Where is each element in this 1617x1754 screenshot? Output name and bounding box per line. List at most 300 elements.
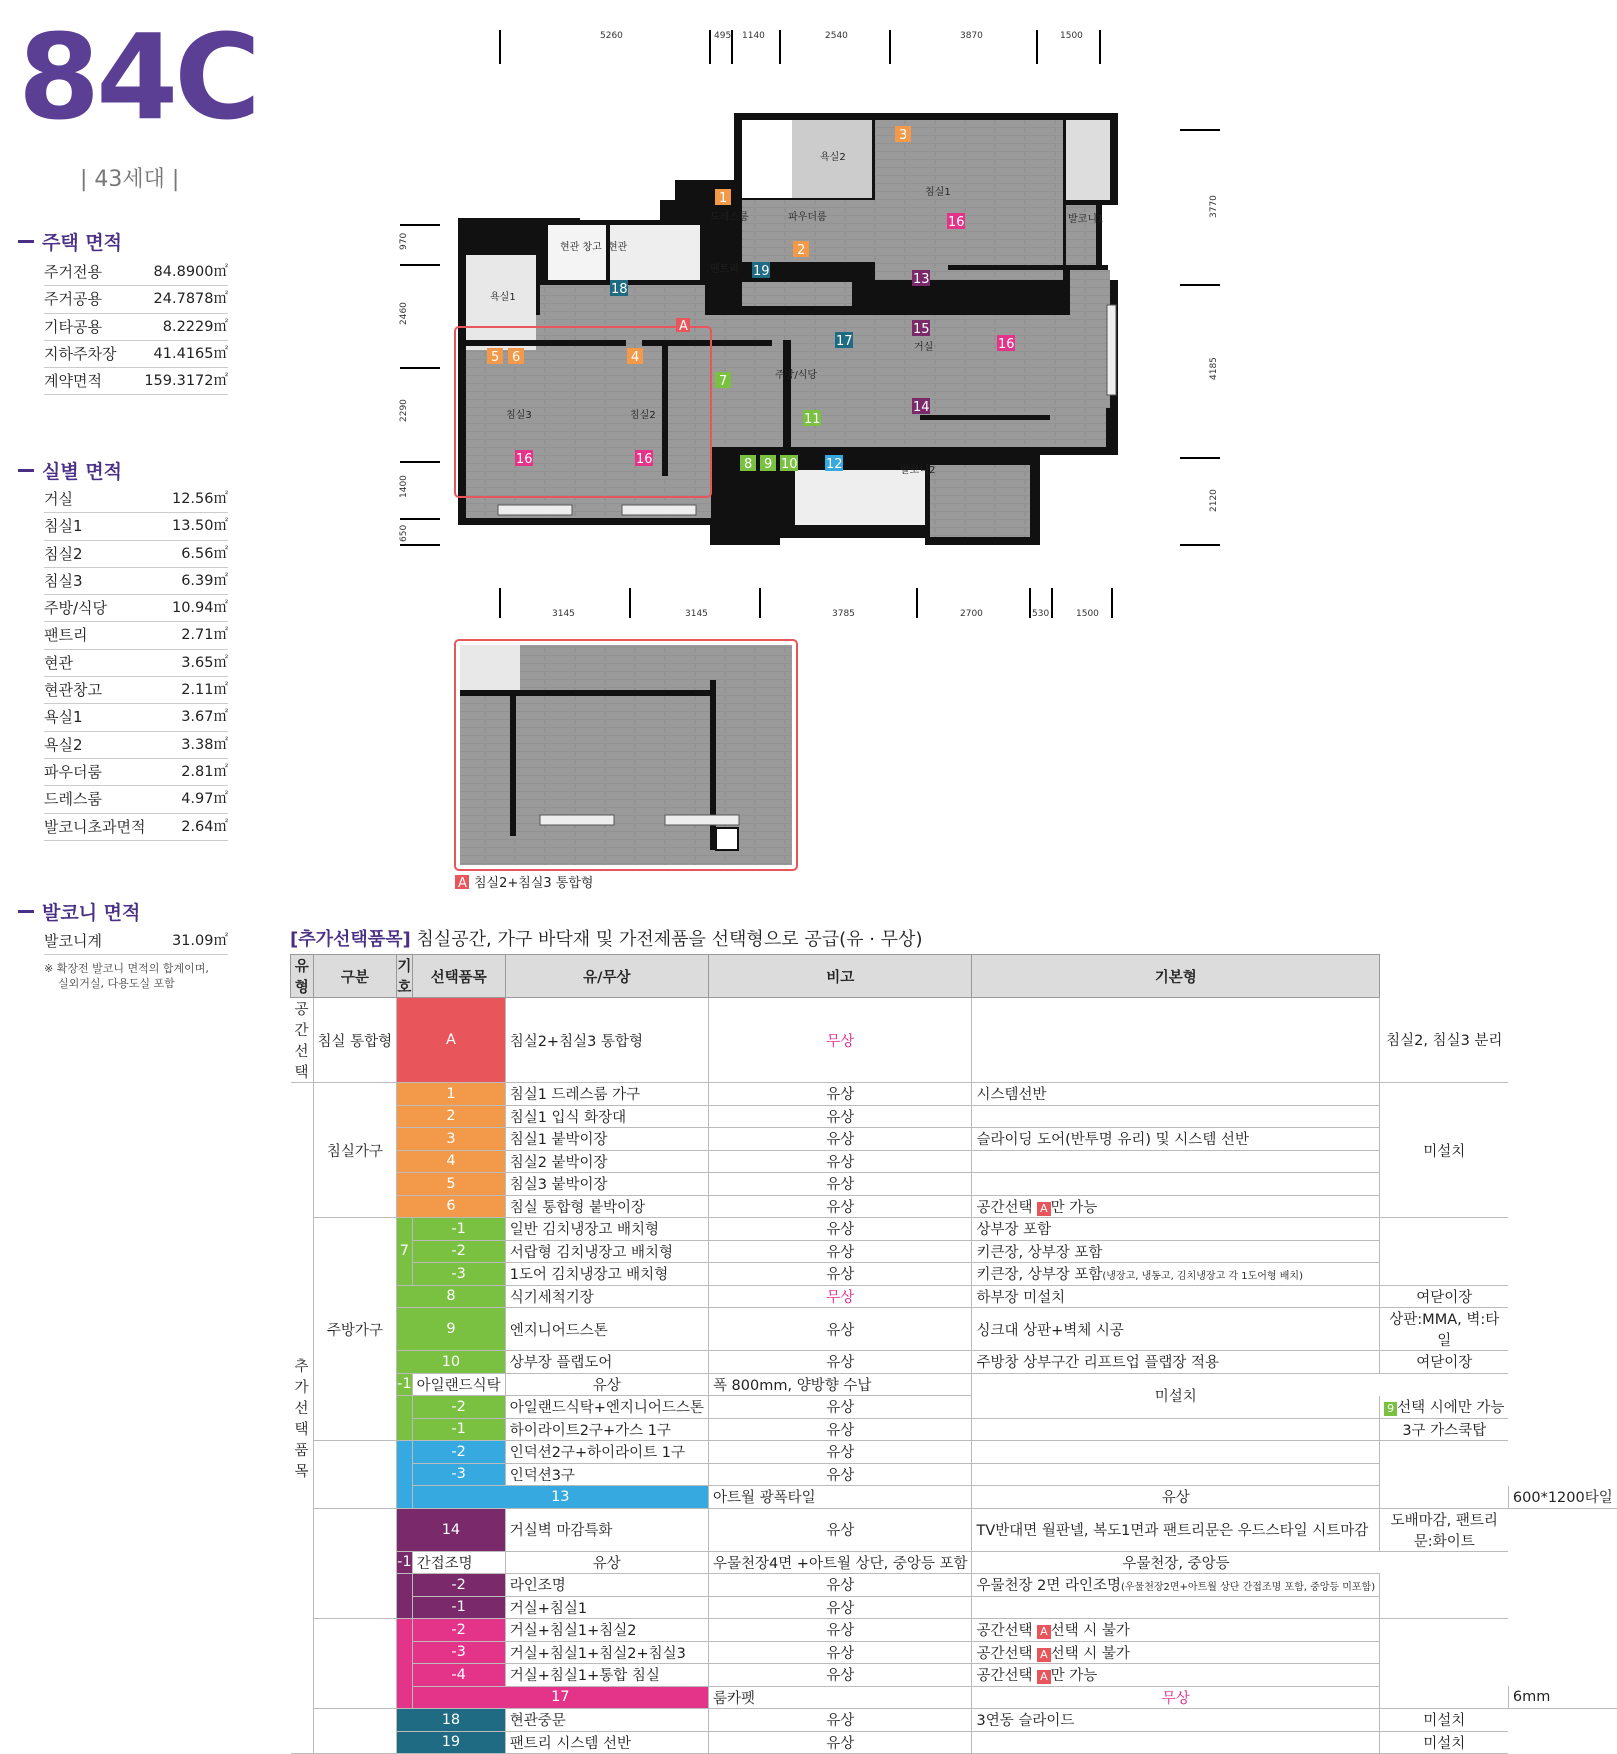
option-note-cell: 싱크대 상판+벽체 시공	[972, 1308, 1380, 1351]
option-code-cell: 10	[397, 1351, 506, 1374]
room-area-row	[44, 814, 228, 841]
option-item-cell: 거실벽 마감특화	[505, 1508, 708, 1551]
option-pay-cell: 유상	[708, 1128, 972, 1151]
house-area-row	[44, 314, 228, 341]
option-note-cell: 상부장 포함	[972, 1218, 1380, 1241]
option-pay-cell: 유상	[708, 1218, 972, 1241]
dim-top-2: 495	[714, 31, 732, 41]
option-pay-cell: 무상	[708, 998, 972, 1083]
option-item-cell: 팬트리 시스템 선반	[505, 1731, 708, 1754]
option-pay-cell: 유상	[708, 1709, 972, 1732]
option-item-cell: 인덕션2구+하이라이트 1구	[505, 1441, 708, 1464]
room-area-value: 10.94㎡	[171, 600, 228, 617]
dim-left-5: 650	[399, 524, 409, 542]
room-area-label: 파우더룸	[44, 762, 102, 781]
option-base-cell: 침실2, 침실3 분리	[1380, 998, 1509, 1083]
options-row	[291, 1441, 1617, 1464]
option-code-cell: 17	[412, 1686, 708, 1709]
option-note-cell: 주방창 상부구간 리프트업 플랩장 적용	[972, 1351, 1380, 1374]
room-bed3: 침실3	[506, 410, 532, 421]
option-code-cell: 4	[397, 1150, 506, 1173]
options-title-text: 침실공간, 가구 바닥재 및 가전제품을 선택형으로 공급(유 · 무상)	[410, 929, 923, 950]
option-category-cell: 주방가구	[313, 1218, 397, 1441]
option-note-cell: 공간선택 A 선택 시 불가	[972, 1641, 1380, 1664]
option-note-cell: 시스템선반	[972, 1083, 1380, 1106]
options-row	[291, 1218, 1617, 1241]
option-code-cell: A	[397, 998, 506, 1083]
balcony-note-line2: 실외거실, 다용도실 포함	[58, 977, 175, 990]
option-base-cell	[1380, 1218, 1509, 1286]
option-code-cell	[397, 1574, 412, 1619]
option-note-cell: 3연동 슬라이드	[972, 1709, 1380, 1732]
options-header-cell: 구분	[313, 955, 397, 998]
room-area-label: 팬트리	[44, 626, 88, 645]
option-base-cell: 도배마감, 팬트리문:화이트	[1380, 1508, 1509, 1551]
option-note-cell	[972, 1441, 1380, 1464]
room-bath1: 욕실1	[490, 292, 516, 303]
svg-text:2: 2	[797, 243, 806, 258]
svg-text:17: 17	[836, 334, 853, 349]
option-note-cell: 공간선택 A 만 가능	[972, 1664, 1380, 1687]
option-item-cell: 라인조명	[505, 1574, 708, 1597]
house-area-label: 주거전용	[44, 263, 102, 281]
dim-bottom	[500, 588, 1112, 619]
option-subcode-cell: -2	[412, 1396, 505, 1419]
option-code-cell: 8	[397, 1285, 506, 1308]
option-pay-cell: 유상	[708, 1574, 972, 1597]
option-pay-cell: 무상	[708, 1285, 972, 1308]
option-category-cell	[313, 1441, 397, 1509]
room-area-label: 거실	[44, 490, 73, 508]
option-category-cell	[313, 1709, 397, 1754]
option-note-cell: 키큰장, 상부장 포함(냉장고, 냉동고, 김치냉장고 각 1도어형 배치)	[972, 1263, 1380, 1286]
floor-plan	[380, 0, 1240, 960]
option-item-cell: 침실 통합형 붙박이장	[505, 1195, 708, 1218]
option-code-cell: 5	[397, 1173, 506, 1196]
room-area-title: 실별 면적	[18, 457, 122, 484]
svg-text:18: 18	[611, 282, 628, 297]
svg-text:12: 12	[826, 457, 843, 472]
options-table	[290, 954, 1617, 1754]
options-header-cell: 기호	[397, 955, 412, 998]
options-header-cell: 비고	[708, 955, 972, 998]
option-note-cell	[972, 1418, 1380, 1441]
option-item-cell: 1도어 김치냉장고 배치형	[505, 1263, 708, 1286]
option-subcode-cell: -3	[412, 1263, 505, 1286]
option-subcode-cell: -1	[397, 1551, 412, 1574]
option-item-cell: 침실3 붙박이장	[505, 1173, 708, 1196]
options-header-cell: 선택품목	[412, 955, 505, 998]
room-area-row	[44, 732, 228, 759]
option-base-cell: 미설치	[1380, 1731, 1509, 1754]
room-area-row	[44, 650, 228, 677]
svg-text:16: 16	[636, 452, 653, 467]
room-area-label: 침실1	[44, 517, 83, 536]
dim-right-1: 3770	[1209, 195, 1219, 218]
option-item-cell: 식기세척기장	[505, 1285, 708, 1308]
room-area-row	[44, 486, 228, 513]
dim-left-1: 970	[399, 232, 409, 250]
dim-top	[500, 30, 1100, 64]
balcony-note	[44, 961, 209, 991]
room-area-label: 현관창고	[44, 681, 102, 700]
house-area-list	[44, 259, 228, 395]
option-note-cell: 9 선택 시에만 가능	[1380, 1396, 1509, 1419]
option-pay-cell: 유상	[708, 1508, 972, 1551]
option-note-cell: 폭 800mm, 양방향 수납	[708, 1373, 972, 1396]
svg-text:3: 3	[899, 128, 908, 143]
option-note-cell: 6mm	[1508, 1686, 1616, 1709]
room-dress: 드레스룸	[710, 212, 749, 223]
room-kitchen: 주방/식당	[775, 370, 818, 381]
room-area-row	[44, 513, 228, 540]
option-pay-cell: 유상	[708, 1263, 972, 1286]
note-small: (냉장고, 냉동고, 김치냉장고 각 1도어형 배치)	[1102, 1271, 1303, 1283]
balcony-note-line1: ※ 확장전 발코니 면적의 합계이며,	[44, 962, 209, 975]
option-note-cell: 공간선택 A 만 가능	[972, 1195, 1380, 1218]
dim-top-1: 5260	[600, 31, 623, 41]
option-category-cell: 침실가구	[313, 1083, 397, 1218]
room-area-value: 3.67㎡	[181, 709, 228, 726]
option-item-cell: 침실1 드레스룸 가구	[505, 1083, 708, 1106]
option-base-cell: 상판:MMA, 벽:타일	[1380, 1308, 1509, 1351]
house-area-value: 84.8900㎡	[153, 264, 228, 280]
alt-plan	[455, 640, 797, 891]
room-area-label: 주방/식당	[44, 599, 108, 618]
option-note-cell: 600*1200타일	[1508, 1486, 1616, 1509]
dim-bottom-6: 1500	[1076, 609, 1099, 619]
options-row	[291, 1308, 1617, 1351]
house-area-row	[44, 286, 228, 313]
option-type-cell: 공간 선택	[291, 998, 314, 1083]
svg-text:19: 19	[753, 264, 770, 279]
option-pay-cell: 유상	[708, 1441, 972, 1464]
svg-text:10: 10	[781, 457, 798, 472]
room-area-label: 침실2	[44, 544, 83, 563]
room-area-value: 2.81㎡	[181, 763, 228, 780]
option-pay-cell: 유상	[708, 1418, 972, 1441]
note-small: (우물천장2면+아트월 상단 간접조명 포함, 중앙등 미포함)	[1120, 1582, 1376, 1594]
option-base-cell: 3구 가스쿡탑	[1380, 1418, 1509, 1441]
plan-body	[455, 113, 1118, 545]
note-badge: A	[1037, 1670, 1051, 1684]
room-area-row	[44, 541, 228, 568]
option-item-cell: 엔지니어드스톤	[505, 1308, 708, 1351]
option-subcode-cell: -2	[412, 1574, 505, 1597]
svg-text:A: A	[679, 319, 688, 334]
option-note-cell	[972, 1150, 1380, 1173]
option-item-cell: 서랍형 김치냉장고 배치형	[505, 1240, 708, 1263]
option-subcode-cell: -2	[412, 1441, 505, 1464]
options-header-cell: 기본형	[972, 955, 1380, 998]
option-pay-cell: 유상	[708, 1351, 972, 1374]
option-note-cell	[972, 1463, 1380, 1486]
options-header-cell: 유/무상	[505, 955, 708, 998]
option-pay-cell: 유상	[708, 1396, 972, 1419]
option-pay-cell: 유상	[708, 1596, 972, 1619]
option-note-cell: 우물천장4면 +아트월 상단, 중앙등 포함	[708, 1551, 972, 1574]
house-area-row	[44, 368, 228, 395]
option-item-cell: 거실+침실1+침실2+침실3	[505, 1641, 708, 1664]
dim-bottom-4: 2700	[960, 609, 983, 619]
option-subcode-cell: -3	[412, 1641, 505, 1664]
option-item-cell: 간접조명	[412, 1551, 505, 1574]
room-area-value: 2.71㎡	[181, 627, 228, 644]
dim-right-2: 4185	[1209, 357, 1219, 380]
option-item-cell: 아일랜드식탁+엔지니어드스톤	[505, 1396, 708, 1419]
house-area-value: 8.2229㎡	[162, 318, 228, 335]
options-title-bracket: [추가선택품목]	[290, 929, 411, 950]
option-pay-cell: 무상	[972, 1686, 1380, 1709]
dim-bottom-3: 3785	[832, 609, 855, 619]
option-code-cell: 9	[397, 1308, 506, 1351]
room-area-row	[44, 677, 228, 704]
option-subcode-cell: -1	[397, 1373, 412, 1396]
room-area-value: 13.50㎡	[171, 518, 228, 535]
option-pay-cell: 유상	[708, 1463, 972, 1486]
option-item-cell: 일반 김치냉장고 배치형	[505, 1218, 708, 1241]
unit-type-title: 84C	[18, 8, 257, 146]
room-area-value: 6.56㎡	[181, 545, 228, 562]
option-subcode-cell: -2	[412, 1240, 505, 1263]
option-code-cell: 1	[397, 1083, 506, 1106]
svg-text:14: 14	[913, 400, 930, 415]
option-code-cell: 2	[397, 1105, 506, 1128]
option-pay-cell: 유상	[708, 1173, 972, 1196]
options-row	[291, 1373, 1617, 1396]
option-pay-cell: 유상	[708, 1105, 972, 1128]
option-item-cell: 침실2 붙박이장	[505, 1150, 708, 1173]
options-header-row	[291, 955, 1617, 998]
room-area-row	[44, 759, 228, 786]
room-area-row	[44, 622, 228, 649]
dim-left-4: 1400	[399, 475, 409, 498]
unit-count: | 43세대 |	[80, 167, 180, 192]
room-bath2: 욕실2	[820, 152, 846, 163]
option-note-cell: 하부장 미설치	[972, 1285, 1380, 1308]
room-balcony1: 발코니1	[1068, 214, 1104, 225]
room-area-label: 발코니초과면적	[44, 817, 146, 836]
option-note-cell: TV반대면 월판넬, 복도1면과 팬트리문은 우드스타일 시트마감	[972, 1508, 1380, 1551]
house-area-label: 계약면적	[44, 372, 102, 391]
svg-text:7: 7	[719, 374, 728, 389]
options-row	[291, 1351, 1617, 1374]
note-badge: A	[1037, 1202, 1051, 1216]
option-subcode-cell: -2	[412, 1619, 505, 1642]
options-row	[291, 1619, 1617, 1642]
dim-bottom-2: 3145	[685, 609, 708, 619]
option-item-cell: 현관중문	[505, 1709, 708, 1732]
option-category-cell: 침실 통합형	[313, 998, 397, 1083]
house-area-row	[44, 259, 228, 286]
room-area-row	[44, 595, 228, 622]
option-item-cell: 침실2+침실3 통합형	[505, 998, 708, 1083]
room-entry: 현관	[608, 242, 628, 253]
option-note-cell: 우물천장 2면 라인조명(우물천장2면+아트월 상단 간접조명 포함, 중앙등 미포함)	[972, 1574, 1380, 1597]
room-living: 거실	[914, 342, 934, 353]
options-row	[291, 1396, 1617, 1419]
balcony-area-list	[44, 928, 228, 955]
option-note-cell: 슬라이딩 도어(반투명 유리) 및 시스템 선반	[972, 1128, 1380, 1151]
room-area-value: 2.64㎡	[181, 818, 228, 835]
option-base-cell: 여닫이장	[1380, 1351, 1509, 1374]
svg-text:5: 5	[491, 350, 500, 365]
option-base-cell	[1380, 1441, 1509, 1509]
room-area-label: 침실3	[44, 571, 83, 590]
option-item-cell: 거실+침실1+통합 침실	[505, 1664, 708, 1687]
svg-text:4: 4	[631, 350, 640, 365]
options-row	[291, 998, 1617, 1083]
svg-text:16: 16	[516, 452, 533, 467]
option-subcode-cell: -1	[412, 1596, 505, 1619]
option-pay-cell: 유상	[708, 1731, 972, 1754]
svg-text:1: 1	[719, 191, 728, 206]
options-row	[291, 1083, 1617, 1106]
note-badge: A	[1037, 1625, 1051, 1639]
room-area-label: 욕실1	[44, 708, 83, 727]
option-subcode-cell: -1	[412, 1418, 505, 1441]
option-pay-cell: 유상	[708, 1308, 972, 1351]
dim-right-3: 2120	[1209, 489, 1219, 512]
option-category-cell	[313, 1508, 397, 1619]
option-item-cell: 인덕션3구	[505, 1463, 708, 1486]
dim-right	[1180, 130, 1220, 545]
option-note-cell: 공간선택 A 선택 시 불가	[972, 1619, 1380, 1642]
svg-text:9: 9	[764, 457, 773, 472]
option-note-cell: 키큰장, 상부장 포함	[972, 1240, 1380, 1263]
option-pay-cell: 유상	[708, 1195, 972, 1218]
option-pay-cell: 유상	[972, 1486, 1380, 1509]
room-area-value: 3.65㎡	[181, 654, 228, 671]
svg-text:13: 13	[913, 272, 930, 287]
room-area-row	[44, 786, 228, 813]
option-item-cell: 아일랜드식탁	[412, 1373, 505, 1396]
option-pay-cell: 유상	[708, 1619, 972, 1642]
option-code-cell	[397, 1619, 412, 1709]
dim-top-3: 1140	[742, 31, 765, 41]
option-pay-cell: 유상	[708, 1083, 972, 1106]
room-area-label: 드레스룸	[44, 790, 102, 809]
room-area-value: 6.39㎡	[181, 572, 228, 589]
note-badge: A	[1037, 1648, 1051, 1662]
option-code-cell: 13	[412, 1486, 708, 1509]
room-area-list	[44, 486, 228, 841]
option-code-cell: 19	[397, 1731, 506, 1754]
house-area-label: 지하주차장	[44, 344, 117, 363]
option-item-cell: 아트월 광폭타일	[708, 1486, 972, 1509]
room-powder: 파우더룸	[788, 212, 827, 223]
room-pantry: 팬트리	[710, 264, 739, 275]
option-item-cell: 침실1 입식 화장대	[505, 1105, 708, 1128]
option-code-cell: 6	[397, 1195, 506, 1218]
option-base-cell	[1380, 1574, 1509, 1619]
option-item-cell: 거실+침실1	[505, 1596, 708, 1619]
house-area-title: 주택 면적	[18, 228, 122, 255]
option-code-cell	[397, 1396, 412, 1441]
options-row	[291, 1574, 1617, 1597]
options-row	[291, 1731, 1617, 1754]
note-badge: 9	[1384, 1402, 1397, 1416]
option-pay-cell: 유상	[708, 1240, 972, 1263]
option-subcode-cell: -1	[412, 1218, 505, 1241]
options-title	[290, 925, 922, 951]
option-code-cell: 3	[397, 1128, 506, 1151]
room-area-value: 3.38㎡	[181, 736, 228, 753]
svg-text:16: 16	[948, 215, 965, 230]
room-area-row	[44, 568, 228, 595]
option-note-cell	[972, 998, 1380, 1083]
option-item-cell: 상부장 플랩도어	[505, 1351, 708, 1374]
dim-top-4: 2540	[825, 31, 848, 41]
room-bed2: 침실2	[630, 410, 656, 421]
dim-left-2: 2460	[399, 302, 409, 325]
option-item-cell: 거실+침실1+침실2	[505, 1619, 708, 1642]
svg-text:6: 6	[512, 350, 521, 365]
room-area-label: 현관	[44, 653, 73, 672]
dim-top-6: 1500	[1060, 31, 1083, 41]
options-row	[291, 1508, 1617, 1551]
house-area-value: 41.4165㎡	[153, 345, 228, 362]
option-category-cell	[313, 1619, 397, 1709]
option-item-cell: 룸카펫	[708, 1686, 972, 1709]
room-bed1: 침실1	[925, 187, 951, 198]
balcony-area-value: 31.09㎡	[171, 933, 228, 949]
option-pay-cell: 유상	[505, 1551, 708, 1574]
option-code-cell: 14	[397, 1508, 506, 1551]
options-row	[291, 1418, 1617, 1441]
option-pay-cell: 유상	[708, 1150, 972, 1173]
house-area-label: 주거공용	[44, 290, 102, 309]
option-item-cell: 침실1 붙박이장	[505, 1128, 708, 1151]
room-entry-storage: 현관 창고	[560, 242, 602, 253]
option-code-cell: 18	[397, 1709, 506, 1732]
option-base-cell: 미설치	[1380, 1709, 1509, 1732]
dim-left-3: 2290	[399, 399, 409, 422]
option-base-cell: 미설치	[1380, 1083, 1509, 1218]
room-area-value: 12.56㎡	[171, 491, 228, 507]
option-item-cell: 하이라이트2구+가스 1구	[505, 1418, 708, 1441]
option-base-cell	[1380, 1619, 1509, 1709]
svg-text:15: 15	[913, 322, 930, 337]
option-subcode-cell: -3	[412, 1463, 505, 1486]
option-subcode-cell: -4	[412, 1664, 505, 1687]
options-row	[291, 1285, 1617, 1308]
option-pay-cell: 유상	[708, 1664, 972, 1687]
option-code-cell	[397, 1441, 412, 1509]
room-area-value: 4.97㎡	[181, 791, 228, 808]
room-area-row	[44, 704, 228, 731]
dim-top-5: 3870	[960, 31, 983, 41]
room-area-value: 2.11㎡	[181, 682, 228, 699]
balcony-area-row	[44, 928, 228, 955]
option-note-cell	[972, 1731, 1380, 1754]
option-note-cell	[972, 1173, 1380, 1196]
option-base-cell: 우물천장, 중앙등	[972, 1551, 1380, 1574]
house-area-value: 24.7878㎡	[153, 291, 228, 308]
option-pay-cell: 유상	[505, 1373, 708, 1396]
dim-left	[399, 225, 440, 545]
dim-bottom-5: 530	[1032, 609, 1050, 619]
balcony-area-title: 발코니 면적	[18, 898, 140, 925]
house-area-label: 기타공용	[44, 317, 102, 336]
dim-bottom-1: 3145	[552, 609, 575, 619]
svg-text:11: 11	[804, 412, 821, 427]
option-pay-cell: 유상	[708, 1641, 972, 1664]
options-row	[291, 1551, 1617, 1574]
option-note-cell	[972, 1105, 1380, 1128]
option-type-cell: 추가 선택 품목	[291, 1083, 314, 1754]
options-header-cell: 유형	[291, 955, 314, 998]
